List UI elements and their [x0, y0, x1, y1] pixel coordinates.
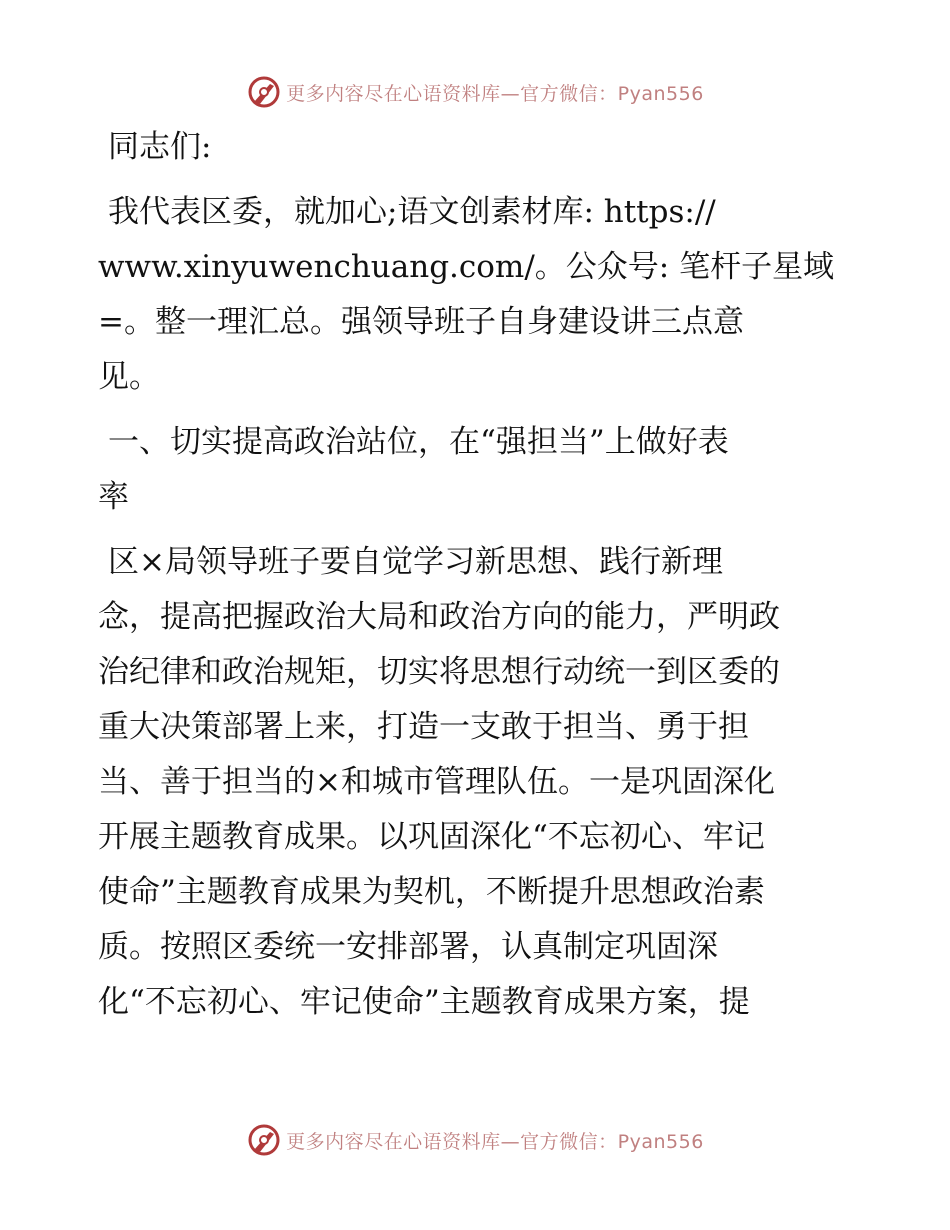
text-line: =。整一理汇总。强领导班子自身建设讲三点意	[98, 304, 744, 340]
watermark-text: 更多内容尽在心语资料库—官方微信：Pyan556	[286, 1130, 704, 1153]
heading-line: 率	[98, 479, 129, 515]
greeting	[98, 120, 858, 175]
text-line: 见。	[98, 359, 160, 395]
text-line: www.xinyuwenchuang.com/。公众号: 笔杆子星域	[98, 249, 835, 285]
text-line: 化“不忘初心、牢记使命”主题教育成果方案，提	[98, 984, 750, 1020]
paragraph-intro	[98, 185, 858, 405]
paragraph-body	[98, 535, 858, 1030]
text-line: 当、善于担当的×和城市管理队伍。一是巩固深化	[98, 764, 775, 800]
footer-watermark	[0, 1120, 950, 1160]
greeting-line: 同志们:	[108, 129, 212, 165]
text-line: 重大决策部署上来，打造一支敢于担当、勇于担	[98, 709, 749, 745]
header-watermark	[0, 72, 950, 112]
quill-logo-icon	[246, 1122, 282, 1158]
text-line: 质。按照区委统一安排部署，认真制定巩固深	[98, 929, 718, 965]
text-line: 治纪律和政治规矩，切实将思想行动统一到区委的	[98, 654, 780, 690]
section-heading	[98, 415, 858, 525]
quill-logo-icon	[246, 74, 282, 110]
text-line: 念，提高把握政治大局和政治方向的能力，严明政	[98, 599, 780, 635]
text-line: 使命”主题教育成果为契机，不断提升思想政治素	[98, 874, 765, 910]
text-line: 开展主题教育成果。以巩固深化“不忘初心、牢记	[98, 819, 765, 855]
text-line: 我代表区委，就加心;语文创素材库: https://	[108, 194, 716, 230]
document-body	[98, 120, 858, 1030]
watermark-text: 更多内容尽在心语资料库—官方微信：Pyan556	[286, 82, 704, 105]
text-line: 区×局领导班子要自觉学习新思想、践行新理	[108, 544, 723, 580]
heading-line: 一、切实提高政治站位，在“强担当”上做好表	[108, 424, 729, 460]
